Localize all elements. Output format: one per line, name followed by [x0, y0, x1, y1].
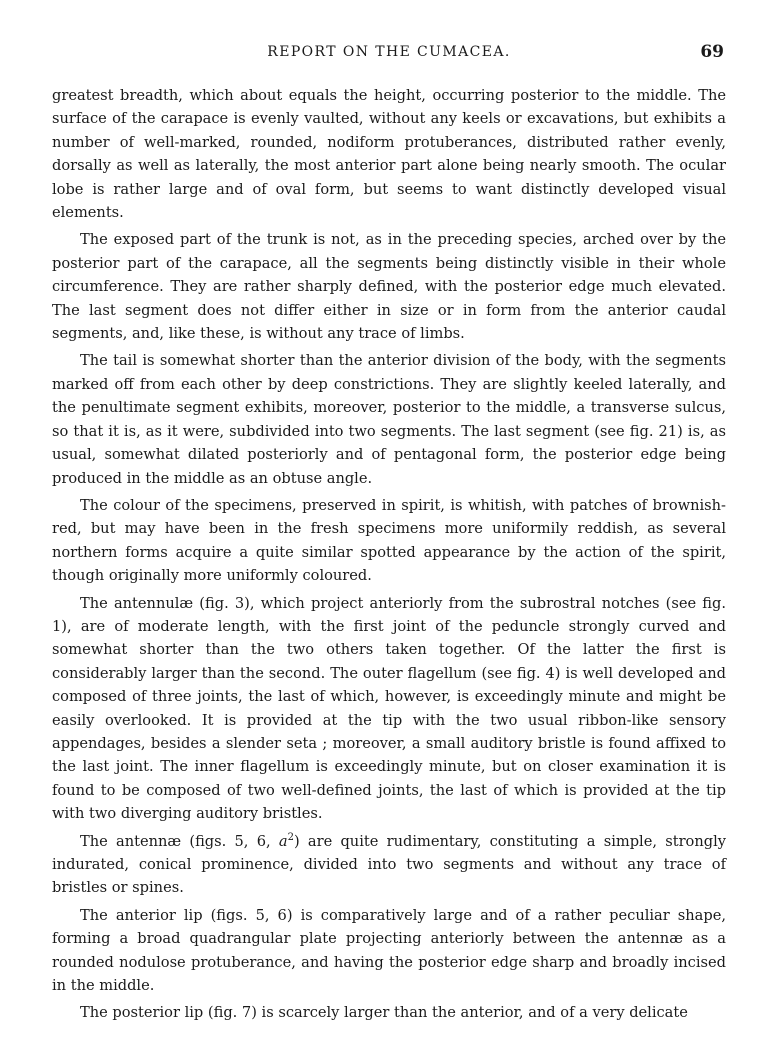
antennae-superscript: 2	[287, 831, 294, 843]
antennae-text-end: ) are quite rudimentary, constituting a simple, strongly indurated, conical prominence, divided into two segments and without any trace of bristles or spines.	[52, 832, 727, 897]
running-header	[52, 44, 726, 70]
paragraph-trunk: The exposed part of the trunk is not, as in the preceding species, arched over by the posterior part of the carapace, all the segments being distinctly visible in their whole circumference. They are rather sharply defined, with the posterior edge much elevated. The last segment does not differ either in size or in form from the anterior caudal segments, and, like these, is without any trace of limbs.	[52, 231, 726, 343]
paragraph-antennae	[52, 830, 726, 900]
paragraph-antennulae: The antennulæ (fig. 3), which project anteriorly from the subrostral notches (see fig. 1), are of moderate length, with the first joint of the peduncle strongly curved and somewhat shorter than the two others taken together. Of the latter the first is considerably larger than the second. The outer flagellum (see fig. 4) is well developed and composed of three joints, the last of which, however, is exceedingly minute and might be easily overlooked. It is provided at the tip with the two usual ribbon-like sensory appendages, besides a slender seta ; moreover, a small auditory bristle is found affixed to the last joint. The inner flagellum is exceedingly minute, but on closer examination it is found to be composed of two well-defined joints, the last of which is provided at the tip with two diverging auditory bristles.	[52, 594, 726, 823]
paragraph-carapace-continued: greatest breadth, which about equals the height, occurring posterior to the middle. The surface of the carapace is evenly vaulted, without any keels or excavations, but exhibits a number of well-marked, rounded, nodiform protuberances, distributed rather evenly, dorsally as well as laterally, the most anterior part alone being nearly smooth. The ocular lobe is rather large and of oval form, but seems to want distinctly developed visual elements.	[52, 87, 726, 222]
page-number: 69	[700, 42, 724, 62]
paragraph-tail: The tail is somewhat shorter than the anterior division of the body, with the segments marked off from each other by deep constrictions. They are slightly keeled laterally, and the penultimate segment exhibits, moreover, posterior to the middle, a transverse sulcus, so that it is, as it were, subdivided into two segments. The last segment (see fig. 21) is, as usual, somewhat dilated posteriorly and of pentagonal form, the posterior edge being produced in the middle as an obtuse angle.	[52, 352, 726, 487]
body-text	[52, 84, 726, 1025]
paragraph-colour: The colour of the specimens, preserved in spirit, is whitish, with patches of brownish-red, but may have been in the fresh specimens more uniformily reddish, as several northern forms acquire a quite similar spotted appearance by the action of the spirit, though originally more uniformly coloured.	[52, 496, 726, 585]
paragraph-anterior-lip: The anterior lip (figs. 5, 6) is comparatively large and of a rather peculiar shape, forming a broad quadrangular plate projecting anteriorly between the antennæ as a rounded nodulose protuberance, and having the posterior edge sharp and broadly incised in the middle.	[52, 906, 726, 995]
antennae-symbol: a	[278, 832, 288, 850]
antennae-text-start: The antennæ (figs. 5, 6,	[80, 832, 279, 850]
running-title: REPORT ON THE CUMACEA.	[267, 44, 511, 60]
paragraph-posterior-lip: The posterior lip (fig. 7) is scarcely larger than the anterior, and of a very delicate	[80, 1004, 688, 1022]
